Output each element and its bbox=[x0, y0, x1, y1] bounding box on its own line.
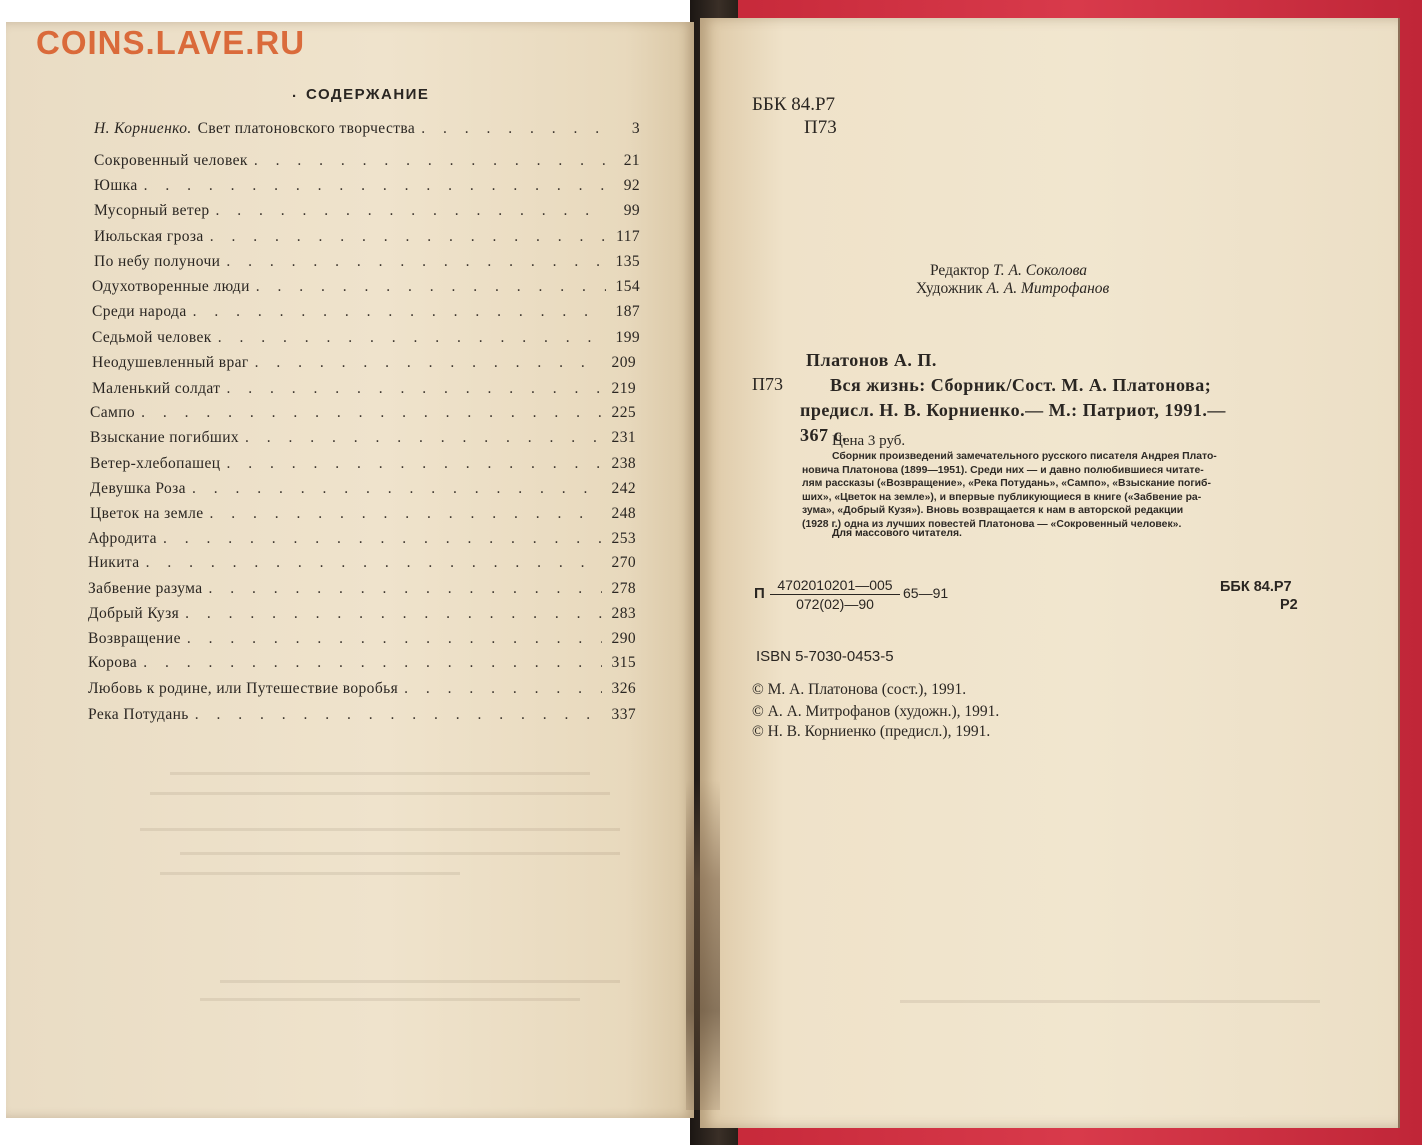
artist-credit bbox=[916, 280, 1109, 298]
copyright-line: © Н. В. Корниенко (предисл.), 1991. bbox=[752, 723, 991, 740]
copyright-line: © А. А. Митрофанов (художн.), 1991. bbox=[752, 703, 1000, 720]
toc-row bbox=[88, 680, 636, 700]
toc-leader-dots bbox=[209, 580, 602, 598]
toc-entry-title: Мусорный ветер bbox=[94, 202, 210, 219]
toc-row bbox=[92, 354, 636, 374]
toc-row bbox=[90, 480, 636, 500]
toc-leader-dots bbox=[256, 278, 606, 296]
author-sign-code: П73 bbox=[804, 117, 837, 138]
toc-leader-dots bbox=[216, 202, 606, 220]
right-page bbox=[700, 18, 1400, 1128]
artist-label: Художник bbox=[916, 280, 983, 297]
editor-credit bbox=[930, 262, 1087, 280]
copyright-line: © М. А. Платонова (сост.), 1991. bbox=[752, 681, 967, 698]
toc-leader-dots bbox=[192, 480, 602, 498]
toc-row bbox=[90, 505, 636, 525]
toc-leader-dots bbox=[185, 605, 602, 623]
toc-entry-page: 270 bbox=[611, 554, 636, 571]
annotation-line: ших», «Цветок на земле»), и впервые публикующиеся в книге («Забвение ра- bbox=[802, 491, 1202, 503]
catalog-code: П73 bbox=[752, 374, 783, 394]
toc-entry-title: Забвение разума bbox=[88, 580, 203, 597]
toc-row bbox=[88, 654, 636, 674]
toc-entry-page: 187 bbox=[615, 303, 640, 320]
index-denominator: 072(02)—90 bbox=[796, 596, 874, 612]
spine-wear bbox=[686, 780, 720, 1110]
toc-entry-page: 117 bbox=[616, 228, 640, 245]
toc-entry-page: 253 bbox=[611, 530, 636, 547]
toc-leader-dots bbox=[226, 253, 606, 271]
annotation-line: Сборник произведений замечательного русского писателя Андрея Плато- bbox=[832, 451, 1217, 462]
toc-entry-title: Любовь к родине, или Путешествие воробья bbox=[88, 680, 399, 697]
index-numerator: 4702010201—005 bbox=[770, 577, 900, 595]
toc-leader-dots bbox=[210, 228, 606, 246]
toc-entry-page: 290 bbox=[611, 630, 636, 647]
toc-entry-title: Девушка Роза bbox=[90, 480, 186, 497]
toc-entry-title: Маленький солдат bbox=[92, 380, 221, 397]
toc-leader-dots bbox=[210, 505, 602, 523]
toc-row bbox=[94, 228, 640, 248]
toc-entry-title: Юшка bbox=[94, 177, 138, 194]
toc-entry-page: 21 bbox=[623, 152, 640, 169]
toc-row bbox=[94, 202, 640, 222]
toc-entry-page: 315 bbox=[611, 654, 636, 671]
toc-entry-page: 92 bbox=[623, 177, 640, 194]
biblio-line: предисл. Н. В. Корниенко.— М.: Патриот, 1991.— bbox=[800, 400, 1226, 420]
toc-leader-dots bbox=[146, 554, 602, 572]
toc-row bbox=[90, 404, 636, 424]
toc-leader-dots bbox=[141, 404, 602, 422]
show-through-line bbox=[180, 852, 620, 855]
toc-entry-title: Афродита bbox=[88, 530, 157, 547]
toc-entry-title: Река Потудань bbox=[88, 706, 189, 723]
toc-entry-title: Возвращение bbox=[88, 630, 181, 647]
toc-intro-row bbox=[94, 120, 640, 140]
toc-leader-dots bbox=[187, 630, 602, 648]
biblio-line: Вся жизнь: Сборник/Сост. М. А. Платонова; bbox=[830, 375, 1212, 395]
toc-row bbox=[94, 177, 640, 197]
toc-row bbox=[88, 554, 636, 574]
toc-entry-page: 199 bbox=[615, 329, 640, 346]
show-through-line bbox=[160, 872, 460, 875]
toc-leader-dots bbox=[226, 455, 602, 473]
index-fraction bbox=[770, 577, 900, 612]
toc-leader-dots bbox=[254, 152, 606, 170]
toc-leader-dots bbox=[193, 303, 606, 321]
toc-entry-page: 242 bbox=[611, 480, 636, 497]
toc-row bbox=[92, 380, 636, 400]
toc-entry-title: Сампо bbox=[90, 404, 136, 421]
index-suffix: 65—91 bbox=[903, 585, 949, 601]
toc-entry-page: 225 bbox=[611, 404, 636, 421]
annotation-line: зума», «Добрый Кузя»). Вновь возвращается к нам в авторской редакции bbox=[802, 505, 1184, 517]
audience-note: Для массового читателя. bbox=[832, 528, 962, 539]
annotation-line: лям рассказы («Возвращение», «Река Потудань», «Сампо», «Взыскание погиб- bbox=[802, 478, 1211, 490]
toc-entry-page: 209 bbox=[611, 354, 636, 371]
toc-entry-page: 231 bbox=[611, 429, 636, 446]
contents-title: . СОДЕРЖАНИЕ bbox=[306, 86, 429, 103]
toc-entry-page: 326 bbox=[611, 680, 636, 697]
isbn: ISBN 5-7030-0453-5 bbox=[756, 648, 894, 665]
show-through-line bbox=[200, 998, 580, 1001]
toc-intro-author: Н. Корниенко. bbox=[94, 120, 192, 137]
toc-entry-title: Неодушевленный враг bbox=[92, 354, 249, 371]
toc-row bbox=[88, 706, 636, 726]
bbk-right-sub: Р2 bbox=[1280, 597, 1298, 613]
toc-row bbox=[88, 605, 636, 625]
toc-leader-dots bbox=[143, 654, 602, 672]
show-through-line bbox=[170, 772, 590, 775]
toc-entry-page: 135 bbox=[615, 253, 640, 270]
toc-intro-page: 3 bbox=[631, 120, 640, 137]
toc-entry-page: 154 bbox=[615, 278, 640, 295]
toc-row bbox=[92, 278, 640, 298]
toc-leader-dots bbox=[404, 680, 602, 698]
toc-row bbox=[88, 530, 636, 550]
toc-row bbox=[94, 152, 640, 172]
price: Цена 3 руб. bbox=[832, 433, 906, 449]
toc-leader-dots bbox=[144, 177, 606, 195]
toc-intro-title: Свет платоновского творчества bbox=[197, 120, 416, 137]
toc-entry-title: Среди народа bbox=[92, 303, 187, 320]
toc-entry-title: Взыскание погибших bbox=[90, 429, 240, 446]
toc-entry-page: 278 bbox=[611, 580, 636, 597]
toc-entry-title: Никита bbox=[88, 554, 140, 571]
toc-row bbox=[94, 253, 640, 273]
toc-entry-page: 219 bbox=[611, 380, 636, 397]
catalog-author: Платонов А. П. bbox=[806, 350, 937, 370]
toc-entry-page: 99 bbox=[623, 202, 640, 219]
toc-entry-page: 248 bbox=[611, 505, 636, 522]
toc-entry-title: Цветок на земле bbox=[90, 505, 204, 522]
editor-name: Т. А. Соколова bbox=[993, 262, 1088, 279]
show-through-line bbox=[150, 792, 610, 795]
toc-entry-title: Седьмой человек bbox=[92, 329, 212, 346]
biblio-line: 367 с. bbox=[800, 425, 847, 445]
toc-leader-dots bbox=[226, 380, 602, 398]
annotation-line: новича Платонова (1899—1951). Среди них — и давно полюбившиеся читате- bbox=[802, 464, 1204, 476]
toc-entry-title: Сокровенный человек bbox=[94, 152, 248, 169]
toc-entry-page: 283 bbox=[611, 605, 636, 622]
annotation-line: (1928 г.) одна из лучших повестей Платонова — «Сокровенный человек». bbox=[802, 518, 1182, 530]
toc-entry-title: По небу полуночи bbox=[94, 253, 221, 270]
index-letter: П bbox=[754, 585, 765, 602]
toc-leader-dots bbox=[163, 530, 602, 548]
toc-entry-title: Ветер-хлебопашец bbox=[90, 455, 221, 472]
toc-entry-title: Корова bbox=[88, 654, 138, 671]
toc-leader-dots bbox=[245, 429, 602, 447]
artist-name: А. А. Митрофанов bbox=[986, 280, 1110, 297]
toc-entry-page: 337 bbox=[611, 706, 636, 723]
toc-row bbox=[90, 455, 636, 475]
toc-entry-title: Добрый Кузя bbox=[88, 605, 180, 622]
show-through-line bbox=[220, 980, 620, 983]
toc-leader-dots bbox=[255, 354, 602, 372]
toc-row bbox=[90, 429, 636, 449]
toc-leader-dots bbox=[421, 120, 606, 138]
toc-row bbox=[92, 329, 640, 349]
toc-leader-dots bbox=[195, 706, 602, 724]
show-through-line bbox=[140, 828, 620, 831]
show-through-line bbox=[900, 1000, 1320, 1003]
editor-label: Редактор bbox=[930, 262, 990, 279]
toc-entry-title: Июльская гроза bbox=[94, 228, 204, 245]
toc-entry-title: Одухотворенные люди bbox=[92, 278, 250, 295]
toc-row bbox=[88, 630, 636, 650]
annotation bbox=[802, 450, 1300, 532]
watermark: COINS.LAVE.RU bbox=[36, 24, 306, 61]
bbk-right: ББК 84.Р7 bbox=[1220, 579, 1292, 595]
toc-entry-page: 238 bbox=[611, 455, 636, 472]
bbk-classification: ББК 84.Р7 bbox=[752, 94, 836, 115]
toc-row bbox=[88, 580, 636, 600]
toc-row bbox=[92, 303, 640, 323]
toc-leader-dots bbox=[218, 329, 606, 347]
